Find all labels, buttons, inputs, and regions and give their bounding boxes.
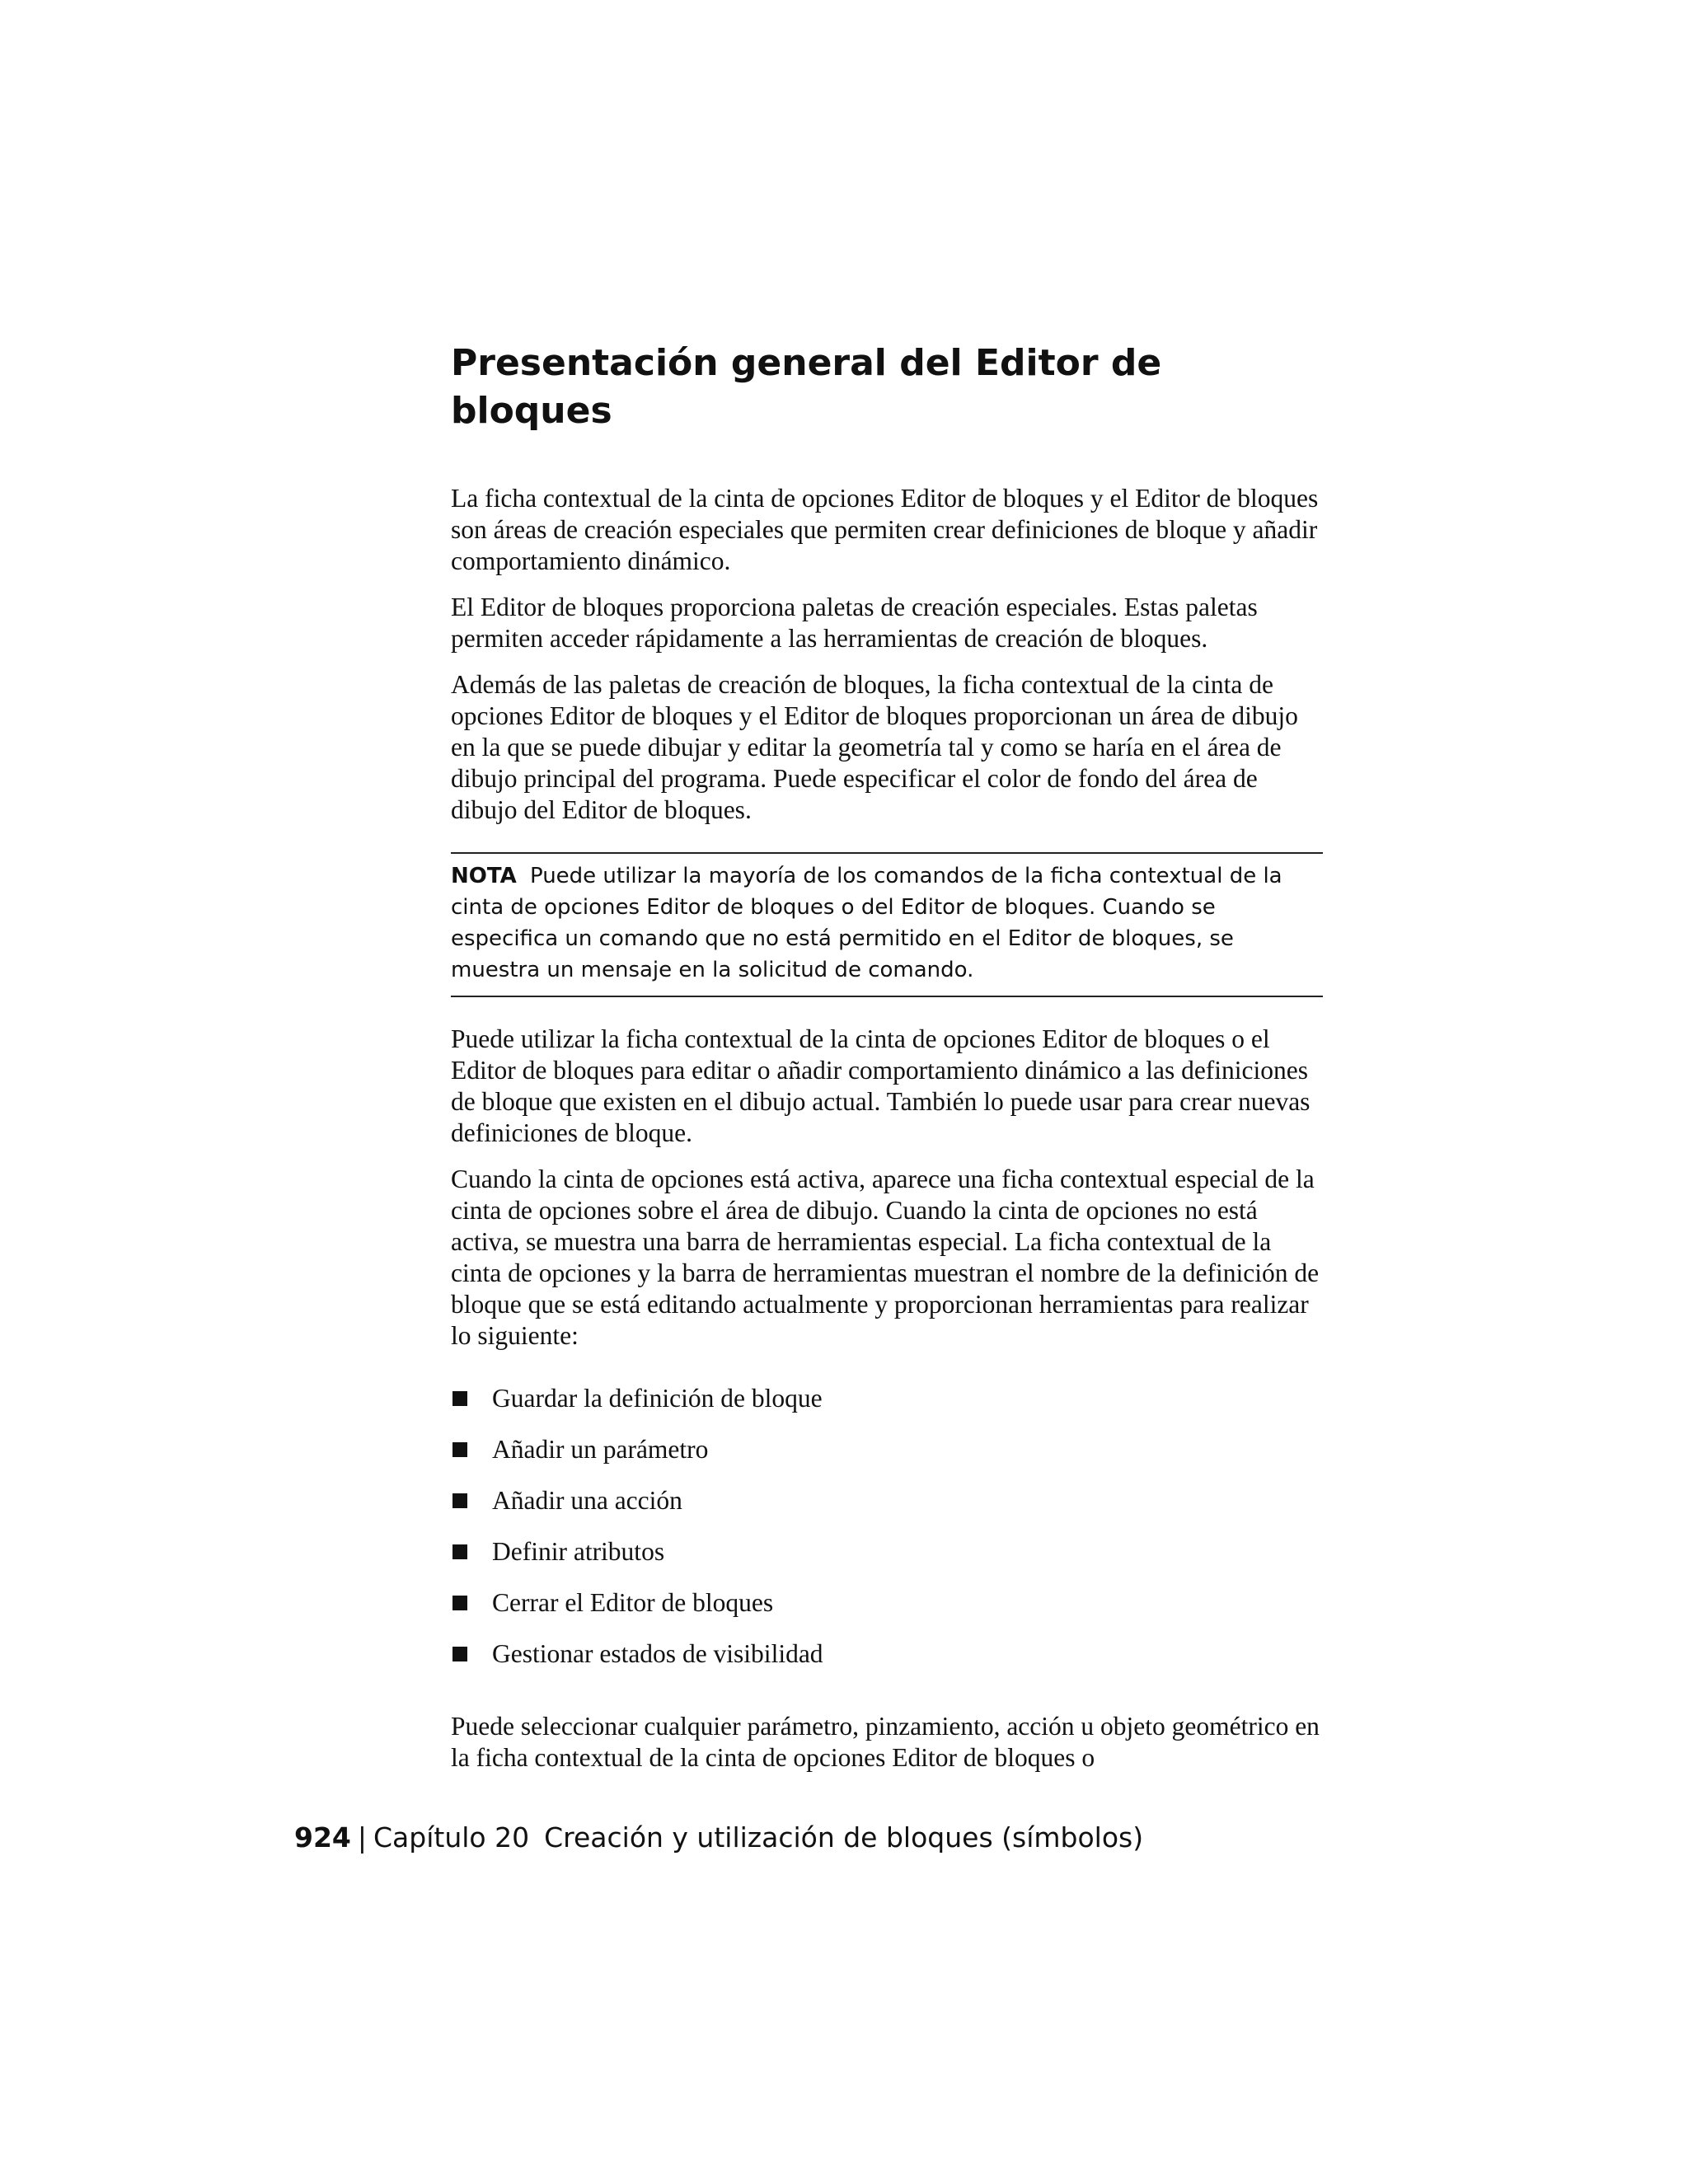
- list-item-text: Añadir un parámetro: [492, 1435, 709, 1464]
- chapter-title: Creación y utilización de bloques (símbolos): [544, 1821, 1144, 1854]
- footer-separator: |: [357, 1821, 368, 1854]
- square-bullet-icon: [452, 1391, 467, 1406]
- list-item: [451, 1629, 1323, 1680]
- page-number: 924: [294, 1821, 351, 1854]
- page-footer: [294, 1820, 1143, 1856]
- feature-list: [451, 1373, 1323, 1680]
- square-bullet-icon: [452, 1493, 467, 1508]
- list-item: [451, 1475, 1323, 1526]
- page-content: [451, 340, 1323, 1788]
- list-item-text: Cerrar el Editor de bloques: [492, 1588, 774, 1617]
- chapter-label: Capítulo 20: [373, 1821, 530, 1854]
- list-item: [451, 1424, 1323, 1475]
- body-paragraph: El Editor de bloques proporciona paletas de creación especiales. Estas paletas permiten acceder rápidamente a las herramientas de creación de bloques.: [451, 593, 1258, 653]
- list-item: [451, 1373, 1323, 1424]
- closing-paragraph: Puede seleccionar cualquier parámetro, pinzamiento, acción u objeto geométrico en la ficha contextual de la cinta de opciones Editor de bloques o: [451, 1712, 1320, 1772]
- square-bullet-icon: [452, 1596, 467, 1610]
- body-paragraph: Cuando la cinta de opciones está activa, aparece una ficha contextual especial de la cinta de opciones sobre el área de dibujo. Cuando la cinta de opciones no está activa, se muestra una barra de herramientas especial. La ficha contextual de la cinta de opciones y la barra de herramientas muestran el nombre de la definición de bloque que se está editando actualmente y proporcionan herramientas para realizar lo siguiente:: [451, 1165, 1320, 1350]
- square-bullet-icon: [452, 1442, 467, 1457]
- body-paragraph: La ficha contextual de la cinta de opciones Editor de bloques y el Editor de bloques son áreas de creación especiales que permiten crear definiciones de bloque y añadir comportamiento dinámico.: [451, 484, 1319, 575]
- note-text: Puede utilizar la mayoría de los comandos de la ficha contextual de la cinta de opciones Editor de bloques o del Editor de bloques. Cuando se especifica un comando que no está permitido en el Editor de bloques, se muestra un mensaje en la solicitud de comando.: [451, 864, 1282, 982]
- list-item: [451, 1526, 1323, 1577]
- body-paragraph: Además de las paletas de creación de bloques, la ficha contextual de la cinta de opciones Editor de bloques y el Editor de bloques proporcionan un área de dibujo en la que se puede dibujar y editar la geometría tal y como se haría en el área de dibujo principal del programa. Puede especificar el color de fondo del área de dibujo del Editor de bloques.: [451, 670, 1298, 824]
- list-item-text: Definir atributos: [492, 1537, 665, 1566]
- list-item-text: Añadir una acción: [492, 1486, 682, 1515]
- section-heading: Presentación general del Editor de bloques: [451, 342, 1162, 432]
- list-item-text: Guardar la definición de bloque: [492, 1384, 823, 1413]
- list-item: [451, 1577, 1323, 1629]
- note-label: NOTA: [451, 864, 517, 888]
- body-paragraph: Puede utilizar la ficha contextual de la cinta de opciones Editor de bloques o el Editor de bloques para editar o añadir comportamiento dinámico a las definiciones de bloque que existen en el dibujo actual. También lo puede usar para crear nuevas definiciones de bloque.: [451, 1024, 1311, 1147]
- note-box: [451, 852, 1323, 997]
- square-bullet-icon: [452, 1647, 467, 1661]
- list-item-text: Gestionar estados de visibilidad: [492, 1639, 823, 1668]
- square-bullet-icon: [452, 1544, 467, 1559]
